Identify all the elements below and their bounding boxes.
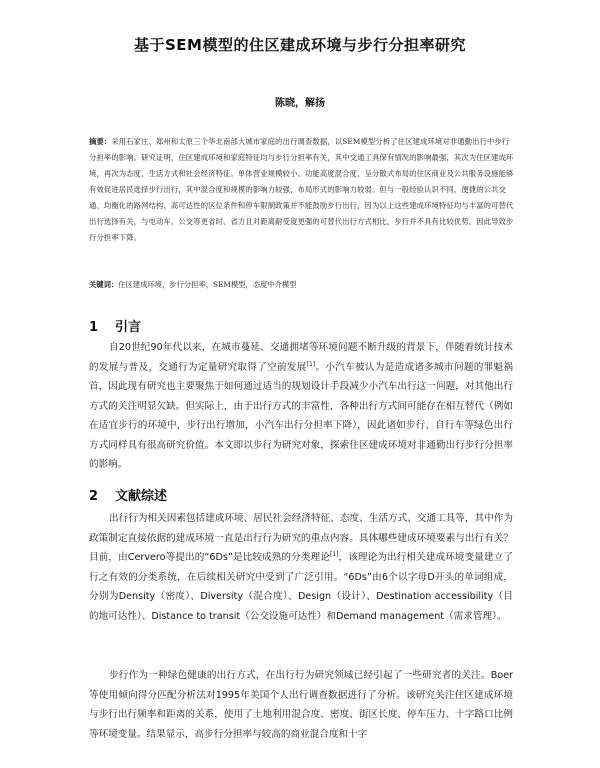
section-heading-literature-review — [89, 485, 167, 504]
section-title: 文献综述 — [115, 489, 168, 504]
paragraph-text: 出行行为相关因素包括建成环境、居民社会经济特征、态度、生活方式、交通工具等，其中作为政策制定直接依据的建成环境一直是出行行为研究的重点内容。具体哪些建成环境要素与出行有关？目前，由Cervero等提出的“6Ds”是比较成熟的分类理论 — [89, 513, 513, 563]
section-number: 2 — [89, 489, 99, 504]
paper-title: 基于SEM模型的住区建成环境与步行分担率研究 — [134, 36, 466, 54]
abstract — [89, 134, 514, 246]
citation-ref[interactable]: [1] — [306, 360, 316, 368]
keywords-text: 住区建成环境，步行分担率，SEM模型，态度中介模型 — [118, 280, 297, 289]
keywords-label: 关键词： — [89, 280, 119, 289]
paragraph-text: 。小汽车被认为是造成诸多城市问题的罪魁祸首，因此现有研究也主要聚焦于如何通过适当的规划设计手段减少小汽车出行这一问题，对其他出行方式的关注明显欠缺。但实际上，由于出行方式的丰富性，各种出行方式间可能存在相互替代（例如在适宜步行的环境中，步行出行增加，小汽车出行分担率下降），因此诸如步行、自行车等绿色出行方式同样具有很高研究价值。本文即以步行为研究对象，探索住区建成环境对非通勤出行步行分担率的影响。 — [89, 361, 514, 470]
paragraph-text: 自20世纪90年代以来，在城市蔓延、交通拥堵等环境问题不断升级的背景下，伴随着统计技术的发展与普及，交通行为定量研究取得了空前发展 — [89, 342, 513, 373]
keywords — [89, 277, 514, 293]
paragraph — [89, 338, 513, 475]
abstract-label: 摘要： — [89, 137, 112, 146]
section-number: 1 — [89, 320, 99, 335]
section-title: 引言 — [115, 320, 142, 335]
section-heading-introduction — [89, 316, 141, 335]
paragraph — [89, 666, 513, 744]
paper-authors: 陈晓，解扬 — [275, 98, 325, 109]
paragraph-text: ，该理论为出行相关建成环境变量建立了行之有效的分类系统，在后续相关研究中受到了广泛引用。“6Ds”由6个以字母D开头的单词组成，分别为Density（密度）、Diversity（混合度）、Design（设计）、Destination accessibility（目的地可达性）、Distance to transit（公交设施可达性）和Demand management（需求管理）。 — [89, 552, 513, 622]
paragraph — [89, 509, 513, 626]
abstract-text: 采用石家庄、郑州和太原三个华北南部大城市家庭的出行调查数据，以SEM模型分析了住区建成环境对非通勤出行中步行分担率的影响。研究证明，住区建成环境和家庭特征均与步行分担率有关，其中交通工具保有情况的影响最强，其次为住区建成环境，再次为态度、生活方式和社会经济特征。单体营业规模较小、功能高度混合度、呈分散式布局的住区商业及公共服务设施能够有效促进居民选择步行出行，其中混合度和规模的影响力较强，布局形式的影响力较弱。但与一般经验认识不同，便捷的公共交通、均衡化的路网结构、高可达性的区位条件和停车限制政策并不能鼓励步行出行，因为以上这些建成环境特征均与丰富的可替代出行选择有关，与电动车、公交等更省时、省力且对距离耐受度更强的可替代出行方式相比，步行并不具有比较优势，因此导致步行分担率下降。 — [89, 137, 514, 242]
citation-ref[interactable]: [1] — [329, 550, 339, 558]
paragraph-text: 步行作为一种绿色健康的出行方式，在出行行为研究领域已经引起了一些研究者的关注。Boer等使用倾向得分匹配分析法对1995年美国个人出行调查数据进行了分析。该研究关注住区建成环境与步行出行频率和距离的关系，使用了土地利用混合度、密度、街区长度、停车压力、十字路口比例等环境变量。结果显示，高步行分担率与较高的商业混合度和十字 — [89, 670, 513, 740]
